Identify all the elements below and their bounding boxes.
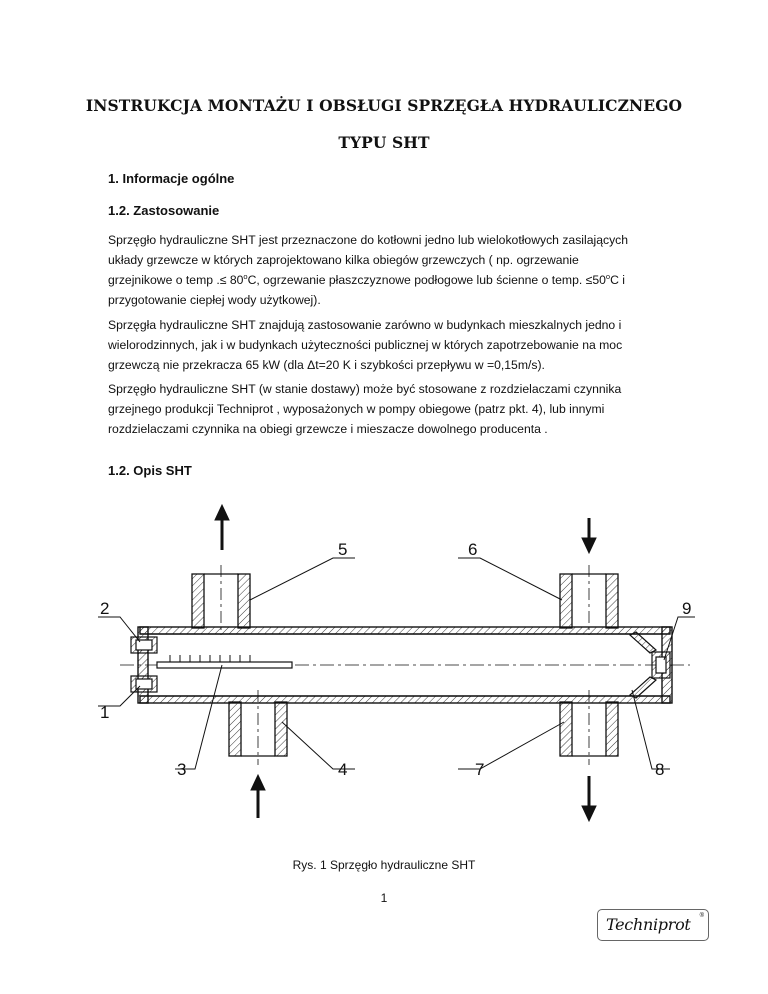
- page-number: 1: [380, 891, 388, 905]
- document-subtitle: TYPU SHT: [338, 133, 430, 152]
- callout-7: 7: [475, 760, 485, 779]
- section-heading-general: 1. Informacje ogólne: [108, 171, 235, 186]
- figure-caption: Rys. 1 Sprzęgło hydrauliczne SHT: [292, 858, 476, 872]
- degree-mark: o: [605, 272, 611, 281]
- text-line: wielorodzinnych, jak i w budynkach użyteczności publicznej w których zapotrzebowanie na moc: [108, 338, 623, 352]
- section-heading-description: 1.2. Opis SHT: [108, 463, 192, 478]
- registered-mark: ®: [699, 913, 704, 919]
- callout-9: 9: [682, 599, 692, 618]
- sensor-rod: [157, 655, 292, 668]
- callout-2: 2: [100, 599, 110, 618]
- text-line: grzewczą nie przekracza 65 kW (dla Δt=20 K i szybkości przepływu w =0,15m/s).: [108, 358, 545, 372]
- callout-6: 6: [468, 540, 478, 559]
- text-line: przygotowanie ciepłej wody użytkowej).: [108, 293, 321, 307]
- section-heading-application: 1.2. Zastosowanie: [108, 203, 220, 218]
- callout-5: 5: [338, 540, 348, 559]
- text-line: Sprzęgło hydrauliczne SHT jest przeznaczone do kotłowni jedno lub wielokotłowych zasilających: [108, 233, 629, 247]
- techniprot-logo: [597, 909, 709, 941]
- degree-mark: o: [243, 272, 248, 281]
- text-line: Sprzęgło hydrauliczne SHT (w stanie dostawy) może być stosowane z rozdzielaczami czynnika: [108, 382, 622, 396]
- text-line: grzejnego produkcji Techniprot , wyposażonych w pompy obiegowe (patrz pkt. 4), lub innymi: [108, 402, 605, 416]
- callout-1: 1: [100, 703, 110, 722]
- text-line: rozdzielaczami czynnika na obiegi grzewcze i mieszacze dowolnego producenta .: [108, 422, 548, 436]
- text-line: układy grzewcze w których zaprojektowano kilka obiegów grzewczych ( np. ogrzewanie: [108, 253, 579, 267]
- text-line: Sprzęgła hydrauliczne SHT znajdują zastosowanie zarówno w budynkach mieszkalnych jedno i: [108, 318, 622, 332]
- callout-3: 3: [177, 760, 187, 779]
- nozzle-top-right: [560, 565, 618, 635]
- nozzle-top-left: [192, 565, 250, 635]
- logo-text: Techniprot: [606, 915, 691, 934]
- text-span: C i: [610, 273, 625, 287]
- text-span: grzejnikowe o temp .≤ 80: [108, 273, 244, 287]
- document-title: INSTRUKCJA MONTAŻU I OBSŁUGI SPRZĘGŁA HYDRAULICZNEGO: [85, 96, 683, 115]
- callout-8: 8: [655, 760, 665, 779]
- text-span: C, ogrzewanie płaszczyznowe podłogowe lub ścienne o temp. ≤50: [247, 273, 606, 287]
- callout-4: 4: [338, 760, 348, 779]
